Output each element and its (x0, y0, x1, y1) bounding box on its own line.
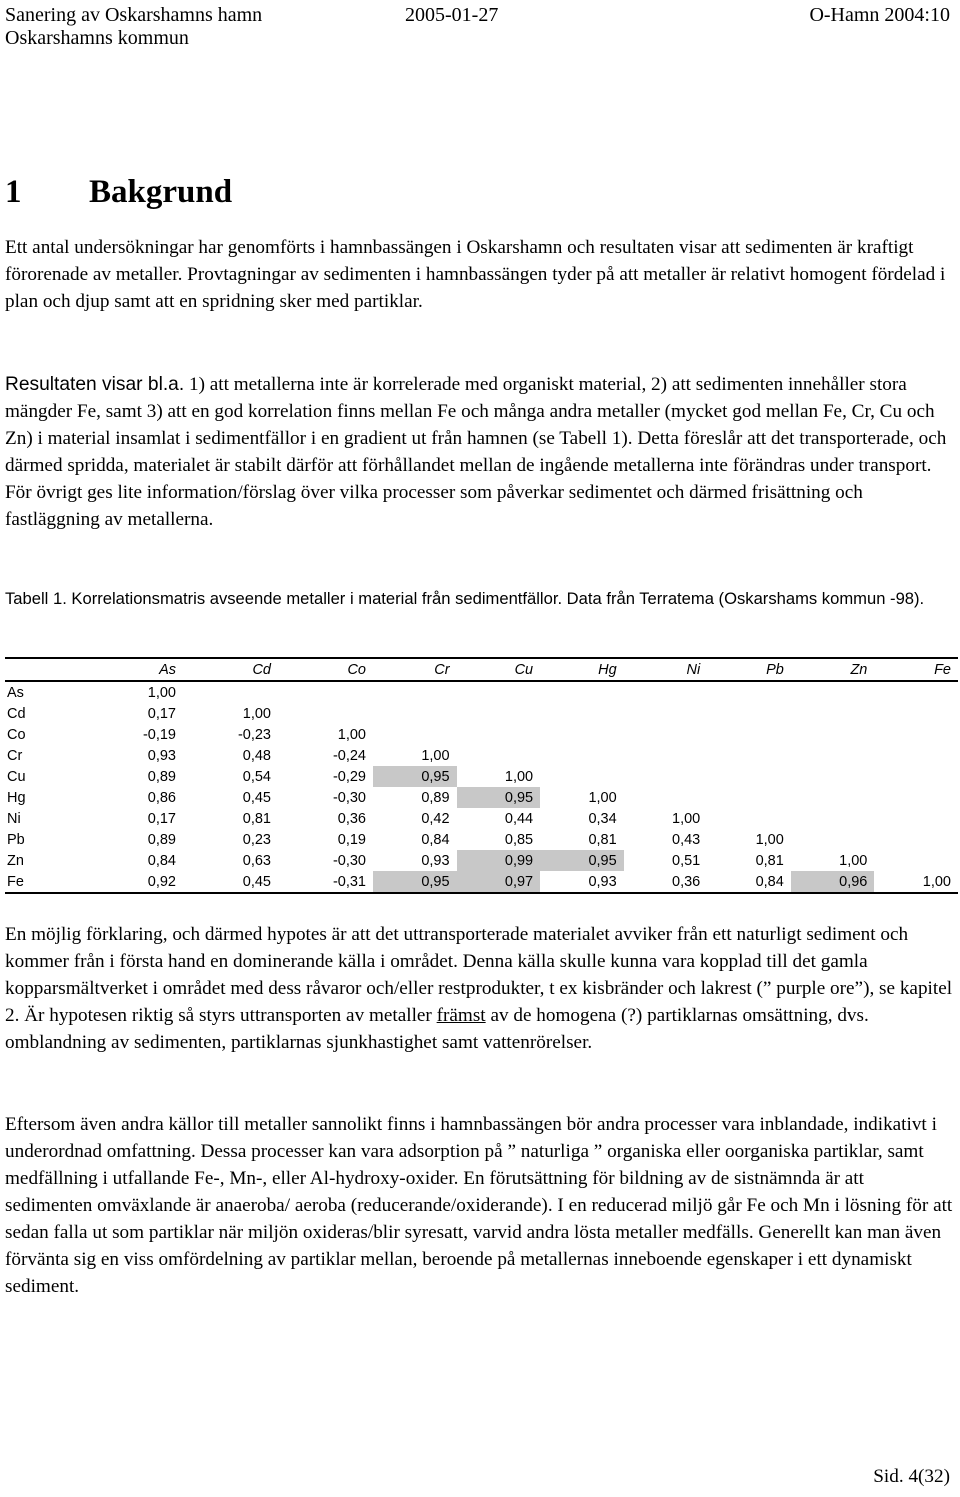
table-cell: 0,89 (147, 768, 176, 785)
header-organization: Oskarshamns kommun (5, 27, 189, 49)
table-cell (624, 787, 708, 808)
table-cell: 1,00 (504, 768, 534, 785)
row-label: Pb (7, 831, 25, 848)
table-row (5, 745, 958, 766)
table-row (5, 787, 958, 808)
section-number: 1 (5, 174, 22, 210)
table-cell (278, 681, 373, 703)
table-corner-cell (5, 658, 88, 681)
table-cell (791, 808, 875, 829)
table-cell: -0,19 (142, 726, 176, 743)
table-cell: 0,95 (457, 787, 541, 808)
row-label: Co (7, 726, 26, 743)
table-cell: 1,00 (588, 789, 617, 806)
column-header-fe: Fe (934, 661, 951, 678)
header-title: Sanering av Oskarshamns hamn (5, 4, 263, 26)
table-cell: 0,44 (504, 810, 534, 827)
row-label: Cu (7, 768, 26, 785)
table-cell (707, 808, 791, 829)
table-cell (707, 745, 791, 766)
table-cell: 0,84 (147, 852, 176, 869)
table-cell (791, 703, 875, 724)
table-cell: 0,54 (242, 768, 271, 785)
page-number: Sid. 4(32) (873, 1466, 950, 1487)
table-row (5, 766, 958, 787)
table-cell: 1,00 (755, 831, 784, 848)
column-header-cr: Cr (434, 661, 450, 678)
table-cell: 0,95 (540, 850, 624, 871)
table-cell: 1,00 (839, 852, 868, 869)
table-cell (540, 766, 624, 787)
table-row (5, 681, 958, 703)
table-cell (373, 681, 457, 703)
table-cell: -0,30 (332, 852, 366, 869)
table-cell: 0,81 (588, 831, 617, 848)
table-cell (874, 724, 958, 745)
row-label: Ni (7, 810, 21, 827)
table-cell: 0,85 (504, 831, 534, 848)
table-cell (540, 745, 624, 766)
table-cell: 0,51 (672, 852, 701, 869)
table-cell: 0,95 (373, 871, 457, 893)
paragraph-hypothesis-underlined: främst (436, 1005, 486, 1026)
table-cell: 0,89 (421, 789, 450, 806)
table-cell (624, 703, 708, 724)
row-label: Fe (7, 873, 24, 890)
table-row (5, 703, 958, 724)
table-caption: Tabell 1. Korrelationsmatris avseende metaller i material från sedimentfällor. Data från Terratema (Oskarshams kommun -98). (5, 589, 925, 608)
table-cell (791, 724, 875, 745)
table-cell (707, 787, 791, 808)
column-header-cd: Cd (252, 661, 271, 678)
table-cell: 1,00 (672, 810, 701, 827)
table-cell (540, 703, 624, 724)
table-cell: 0,96 (791, 871, 875, 893)
column-header-pb: Pb (766, 661, 784, 678)
paragraph-hypothesis (5, 921, 953, 1056)
table-cell: 0,42 (421, 810, 450, 827)
table-cell (791, 766, 875, 787)
table-row (5, 724, 958, 745)
table-cell: 0,93 (421, 852, 450, 869)
table-cell (373, 724, 457, 745)
table-cell: -0,29 (332, 768, 366, 785)
table-cell (874, 766, 958, 787)
table-cell (791, 829, 875, 850)
table-cell: 0,48 (242, 747, 271, 764)
table-cell: -0,23 (237, 726, 271, 743)
table-cell: -0,30 (332, 789, 366, 806)
paragraph-results (5, 371, 953, 533)
table-cell (457, 681, 541, 703)
table-cell: 0,19 (337, 831, 366, 848)
table-cell (707, 681, 791, 703)
table-cell: 0,17 (147, 810, 176, 827)
section-title: Bakgrund (89, 174, 233, 210)
table-cell: 0,92 (147, 873, 176, 890)
table-cell: 0,23 (242, 831, 271, 848)
paragraph-hypothesis-a: En möjlig förklaring, och därmed hypotes är att det uttransporterade materialet avviker från ett naturligt sediment och kommer från i första hand en dominerande källa i området. Denna källa skulle kunna vara kopplad till det gamla kopparsmältverket i området med dess råvaror och/eller restprodukter, t ex kisbränder och lakrest (” purple ore”), se kapitel 2. Är hypotesen riktig så styrs uttransporten av metaller (5, 924, 953, 1026)
row-label: Zn (7, 852, 24, 869)
header-doc-id: O-Hamn 2004:10 (809, 4, 950, 26)
table-cell (183, 681, 278, 703)
table-cell: 0,63 (242, 852, 271, 869)
table-cell: 0,17 (147, 705, 176, 722)
table-cell: 0,81 (755, 852, 784, 869)
table-cell: 0,99 (457, 850, 541, 871)
column-header-co: Co (347, 661, 366, 678)
row-label: Hg (7, 789, 26, 806)
table-cell (707, 703, 791, 724)
table-cell (874, 681, 958, 703)
table-cell: 0,36 (337, 810, 366, 827)
page-header (5, 4, 950, 50)
table-cell (457, 703, 541, 724)
table-cell: 1,00 (337, 726, 366, 743)
table-cell: 1,00 (147, 684, 176, 701)
table-cell: 0,93 (588, 873, 617, 890)
table-cell: -0,24 (332, 747, 366, 764)
table-cell (874, 703, 958, 724)
table-cell (624, 681, 708, 703)
row-label: As (7, 684, 24, 701)
table-cell (874, 787, 958, 808)
paragraph-hypothesis-b: av de homogena (?) partiklarnas omsättning, dvs. omblandning av sedimenten, partiklarnas sjunkhastighet samt vattenrörelser. (5, 1005, 869, 1053)
table-cell (874, 745, 958, 766)
column-header-as: As (159, 661, 176, 678)
table-cell (707, 766, 791, 787)
table-cell: 0,84 (755, 873, 784, 890)
table-cell: 1,00 (922, 873, 951, 890)
table-cell: -0,31 (332, 873, 366, 890)
paragraph-other-sources: Eftersom även andra källor till metaller sannolikt finns i hamnbassängen bör andra processer vara inblandade, indikativt i underordnad omfattning. Dessa processer kan vara adsorption på ” naturliga ” organiska eller oorganiska partiklar, samt medfällning i utfallande Fe-, Mn-, eller Al-hydroxy-oxider. En förutsättning för bildning av de sistnämnda är att sedimenten omväxlande är anaeroba/ aeroba (reducerande/oxiderande). I en reducerad miljö går Fe och Mn i lösning för att sedan falla ut som partiklar när miljön oxideras/blir syresatt, varvid andra lösta metaller medfälls. Generellt kan man även förvänta sig en viss omfördelning av partiklar mellan, beroende på metallernas inneboende egenskaper i ett dynamiskt sediment. (5, 1114, 953, 1297)
column-header-zn: Zn (850, 661, 868, 678)
table-cell: 0,95 (373, 766, 457, 787)
table-cell: 0,81 (242, 810, 271, 827)
table-cell: 0,34 (588, 810, 617, 827)
correlation-table (5, 657, 958, 894)
table-cell (874, 808, 958, 829)
paragraph-results-body: 1) att metallerna inte är korrelerade med organiskt material, 2) att sedimenten innehåller stora mängder Fe, samt 3) att en god korrelation finns mellan Fe och många andra metaller (mycket god mellan Fe, Cr, Cu och Zn) i material insamlat i sedimentfällor i en gradient ut från hamnen (se Tabell 1). Detta föreslår att det transporterade, och därmed spridda, materialet är stabilt därför att förhållandet mellan de ingående metallerna inte förändras under transport. För övrigt ges lite information/förslag över vilka processer som påverkar sedimentet och därmed frisättning och fastläggning av metallerna. (5, 374, 947, 530)
column-header-cu: Cu (514, 661, 534, 678)
paragraph-intro: Ett antal undersökningar har genomförts i hamnbassängen i Oskarshamn och resultaten visar att sedimenten är kraftigt förorenade av metaller. Provtagningar av sedimenten i hamnbassängen tyder på att metaller är relativt homogent fördelad i plan och djup samt att en spridning sker med partiklar. (5, 237, 946, 312)
paragraph-results-lead: Resultaten visar bl.a. (5, 374, 185, 395)
table-cell: 1,00 (421, 747, 450, 764)
table-cell: 0,86 (147, 789, 176, 806)
table-cell: 0,97 (457, 871, 541, 893)
table-cell (457, 724, 541, 745)
table-row (5, 808, 958, 829)
table-cell (457, 745, 541, 766)
table-cell (624, 724, 708, 745)
table-cell (624, 745, 708, 766)
table-cell (707, 724, 791, 745)
table-cell (791, 787, 875, 808)
table-cell (373, 703, 457, 724)
table-cell: 0,36 (672, 873, 701, 890)
table-cell: 1,00 (242, 705, 271, 722)
table-cell: 0,89 (147, 831, 176, 848)
table-cell (540, 724, 624, 745)
row-label: Cr (7, 747, 23, 764)
table-cell (278, 703, 373, 724)
table-cell: 0,45 (242, 873, 271, 890)
table-cell (791, 745, 875, 766)
header-date: 2005-01-27 (405, 4, 499, 26)
table-row (5, 850, 958, 871)
table-cell (791, 681, 875, 703)
column-header-hg: Hg (598, 661, 617, 678)
row-label: Cd (7, 705, 26, 722)
table-row (5, 829, 958, 850)
table-cell (624, 766, 708, 787)
table-cell: 0,93 (147, 747, 176, 764)
table-cell: 0,43 (672, 831, 701, 848)
section-heading (5, 174, 232, 211)
table-cell: 0,45 (242, 789, 271, 806)
table-cell (874, 829, 958, 850)
table-cell (874, 850, 958, 871)
table-row (5, 871, 958, 893)
column-header-ni: Ni (686, 661, 701, 678)
table-header-row (5, 658, 958, 681)
table-cell: 0,84 (421, 831, 450, 848)
table-cell (540, 681, 624, 703)
